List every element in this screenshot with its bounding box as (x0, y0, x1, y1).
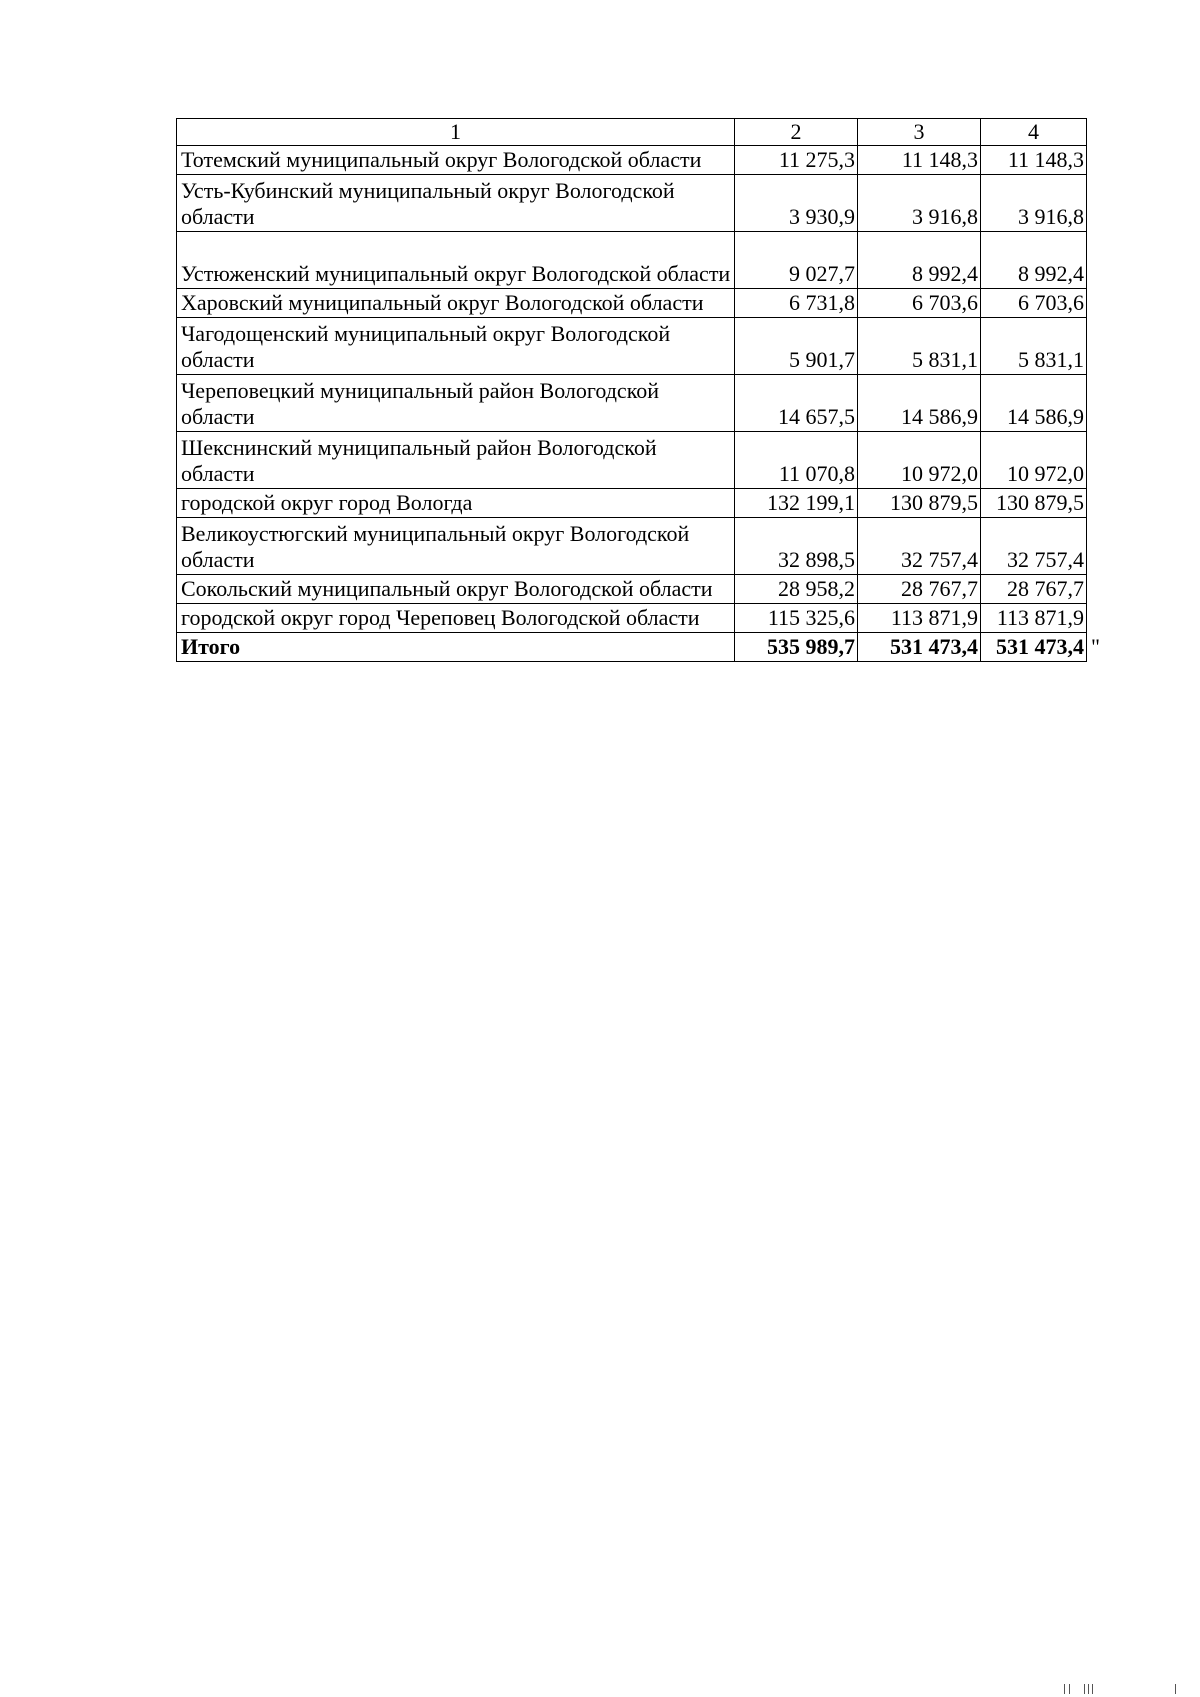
row-value-2: 11 275,3 (735, 146, 858, 175)
allocation-table-wrapper (176, 118, 1086, 662)
table-row (177, 432, 1087, 489)
row-value-4: 28 767,7 (981, 575, 1087, 604)
row-value-2: 3 930,9 (735, 175, 858, 232)
row-value-2: 5 901,7 (735, 318, 858, 375)
scan-mark (1088, 1684, 1089, 1694)
table-row (177, 575, 1087, 604)
row-name: Великоустюгский муниципальный округ Вологодской области (177, 518, 735, 575)
table-row (177, 518, 1087, 575)
row-value-3: 130 879,5 (858, 489, 981, 518)
table-row (177, 289, 1087, 318)
row-name: Череповецкий муниципальный район Вологодской области (177, 375, 735, 432)
row-name: Усть-Кубинский муниципальный округ Вологодской области (177, 175, 735, 232)
row-name: Чагодощенский муниципальный округ Вологодской области (177, 318, 735, 375)
row-name: Тотемский муниципальный округ Вологодской области (177, 146, 735, 175)
scan-mark (1069, 1684, 1070, 1694)
row-value-3: 28 767,7 (858, 575, 981, 604)
scan-mark (1092, 1684, 1093, 1694)
table-header-row (177, 119, 1087, 146)
row-value-2: 9 027,7 (735, 232, 858, 289)
row-name: Сокольский муниципальный округ Вологодской области (177, 575, 735, 604)
row-value-2: 14 657,5 (735, 375, 858, 432)
row-value-4: 3 916,8 (981, 175, 1087, 232)
scan-mark (1064, 1684, 1065, 1694)
row-value-2: 6 731,8 (735, 289, 858, 318)
row-value-2: 132 199,1 (735, 489, 858, 518)
row-value-4: 113 871,9 (981, 604, 1087, 633)
row-name: городской округ город Череповец Вологодской области (177, 604, 735, 633)
table-row (177, 318, 1087, 375)
total-value-4: 531 473,4 (981, 633, 1087, 662)
total-label: Итого (177, 633, 735, 662)
column-header-1: 1 (177, 119, 735, 146)
row-value-4: 11 148,3 (981, 146, 1087, 175)
row-value-4: 14 586,9 (981, 375, 1087, 432)
row-value-3: 14 586,9 (858, 375, 981, 432)
table-row (177, 375, 1087, 432)
row-value-2: 28 958,2 (735, 575, 858, 604)
row-value-4: 5 831,1 (981, 318, 1087, 375)
row-value-3: 10 972,0 (858, 432, 981, 489)
column-header-3: 3 (858, 119, 981, 146)
allocation-table (176, 118, 1087, 662)
row-name: Устюженский муниципальный округ Вологодской области (177, 232, 735, 289)
total-value-2: 535 989,7 (735, 633, 858, 662)
total-value-3: 531 473,4 (858, 633, 981, 662)
total-row (177, 633, 1087, 662)
row-value-4: 130 879,5 (981, 489, 1087, 518)
row-name: Шекснинский муниципальный район Вологодской области (177, 432, 735, 489)
row-value-3: 8 992,4 (858, 232, 981, 289)
row-value-3: 32 757,4 (858, 518, 981, 575)
row-value-2: 115 325,6 (735, 604, 858, 633)
column-header-2: 2 (735, 119, 858, 146)
row-value-4: 10 972,0 (981, 432, 1087, 489)
row-value-2: 11 070,8 (735, 432, 858, 489)
closing-quote-mark: " (1091, 634, 1100, 659)
row-value-4: 8 992,4 (981, 232, 1087, 289)
table-row (177, 175, 1087, 232)
row-value-3: 11 148,3 (858, 146, 981, 175)
table-row (177, 604, 1087, 633)
row-value-3: 113 871,9 (858, 604, 981, 633)
column-header-4: 4 (981, 119, 1087, 146)
table-row (177, 489, 1087, 518)
table-row (177, 232, 1087, 289)
row-value-4: 32 757,4 (981, 518, 1087, 575)
row-value-3: 6 703,6 (858, 289, 981, 318)
row-name: городской округ город Вологда (177, 489, 735, 518)
row-name: Харовский муниципальный округ Вологодской области (177, 289, 735, 318)
scan-mark (1175, 1684, 1176, 1694)
table-row (177, 146, 1087, 175)
row-value-2: 32 898,5 (735, 518, 858, 575)
row-value-3: 5 831,1 (858, 318, 981, 375)
scan-mark (1084, 1684, 1085, 1694)
row-value-4: 6 703,6 (981, 289, 1087, 318)
row-value-3: 3 916,8 (858, 175, 981, 232)
